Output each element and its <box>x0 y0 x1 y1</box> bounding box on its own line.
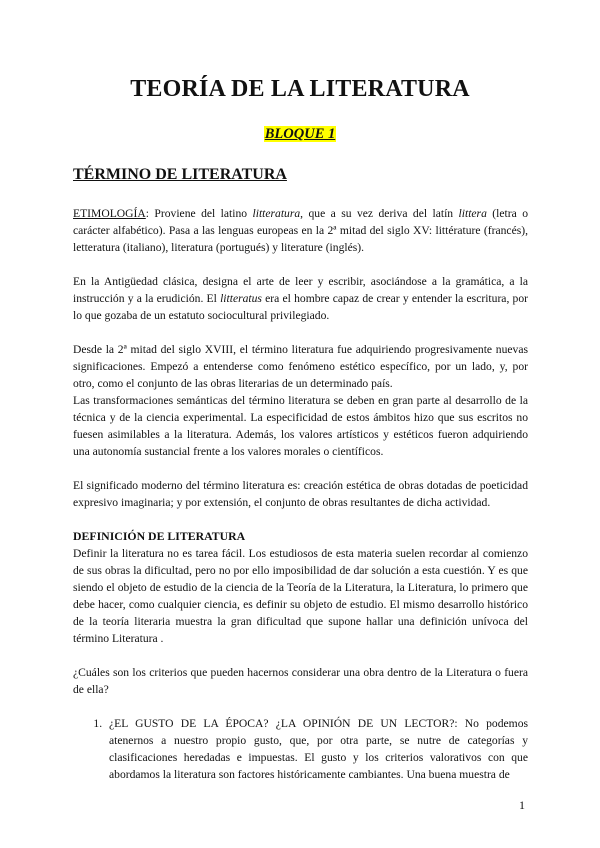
antiguedad-text-1: En la Antigüedad clásica, designa el arte de leer y escribir, asociándose a la gramática, a la instrucción y a la erudición. El <box>73 275 528 305</box>
paragraph-transformaciones: Las transformaciones semánticas del término literatura se deben en gran parte al desarrollo de la técnica y de la ciencia experimental. La especificidad de estos ámbitos hizo que sus escritos no fuesen asimilables a la literatura. Además, los valores artísticos y estéticos fueron adquiriendo una autonomía sustancial frente a los valores morales o científicos. <box>73 394 528 458</box>
bloque-highlight: BLOQUE 1 <box>264 126 336 142</box>
document-body <box>73 205 528 783</box>
etimologia-text-2: , que a su vez deriva del latín <box>300 207 459 220</box>
etimologia-text-3: (letra o carácter alfabético). Pasa a las lenguas europeas en la 2ª mitad del siglo XV: littérature (francés), letteratura (italiano), literatura (portugués) y literature (inglés). <box>73 207 528 254</box>
paragraph-siglo-xviii: Desde la 2ª mitad del siglo XVIII, el término literatura fue adquiriendo progresivamente nuevas significaciones. Empezó a entenderse como fenómeno estético específico, por un lado, y, por otro, como el conjunto de las obras literarias de un determinado país. <box>73 343 528 390</box>
definicion-heading: DEFINICIÓN DE LITERATURA <box>73 529 246 543</box>
document-title: TEORÍA DE LA LITERATURA <box>130 76 470 102</box>
antiguedad-term: litteratus <box>220 292 262 305</box>
paragraph-definicion: Definir la literatura no es tarea fácil. Los estudiosos de esta materia suelen recordar al comienzo de sus obras la dificultad, pero no por ello imposibilidad de dar solución a esta cuestión. Y es que siendo el objeto de estudio de la ciencia de la Teoría de la Literatura, la Literatura, lo primero que debe hacer, como cualquier ciencia, es definir su objeto de estudio. El mismo desarrollo histórico de la teoría literaria muestra la gran dificultad que supone hallar una definición unívoca del término Literatura . <box>73 547 528 645</box>
bloque-label <box>0 126 600 143</box>
page-number: 1 <box>519 798 525 812</box>
paragraph-significado: El significado moderno del término literatura es: creación estética de obras dotadas de poeticidad expresivo imaginaria; y por extensión, el conjunto de obras resultantes de dicha actividad. <box>73 479 528 509</box>
paragraph-etimologia <box>73 205 528 256</box>
etimologia-term-1: litteratura <box>252 207 301 220</box>
list-item: 1. ¿EL GUSTO DE LA ÉPOCA? ¿LA OPINIÓN DE UN LECTOR?: No podemos atenernos a nuestro propio gusto, que, por otra parte, se nutre de categorías y clasificaciones heredadas e impuestas. El gusto y los criterios valorativos con que abordamos la literatura son factores históricamente cambiantes. Una buena muestra de <box>105 715 528 783</box>
etimologia-label: ETIMOLOGÍA <box>73 207 146 220</box>
antiguedad-text-2: era el hombre capaz de crear y entender la escritura, por lo que gozaba de un estatuto sociocultural privilegiado. <box>73 292 529 322</box>
etimologia-text-1: : Proviene del latino <box>145 207 253 220</box>
paragraph-pregunta: ¿Cuáles son los criterios que pueden hacernos considerar una obra dentro de la Literatura o fuera de ella? <box>73 666 528 696</box>
criteria-list <box>73 715 528 783</box>
etimologia-term-2: littera <box>458 207 487 220</box>
section-heading: TÉRMINO DE LITERATURA <box>73 166 287 183</box>
paragraph-antiguedad <box>73 273 528 324</box>
